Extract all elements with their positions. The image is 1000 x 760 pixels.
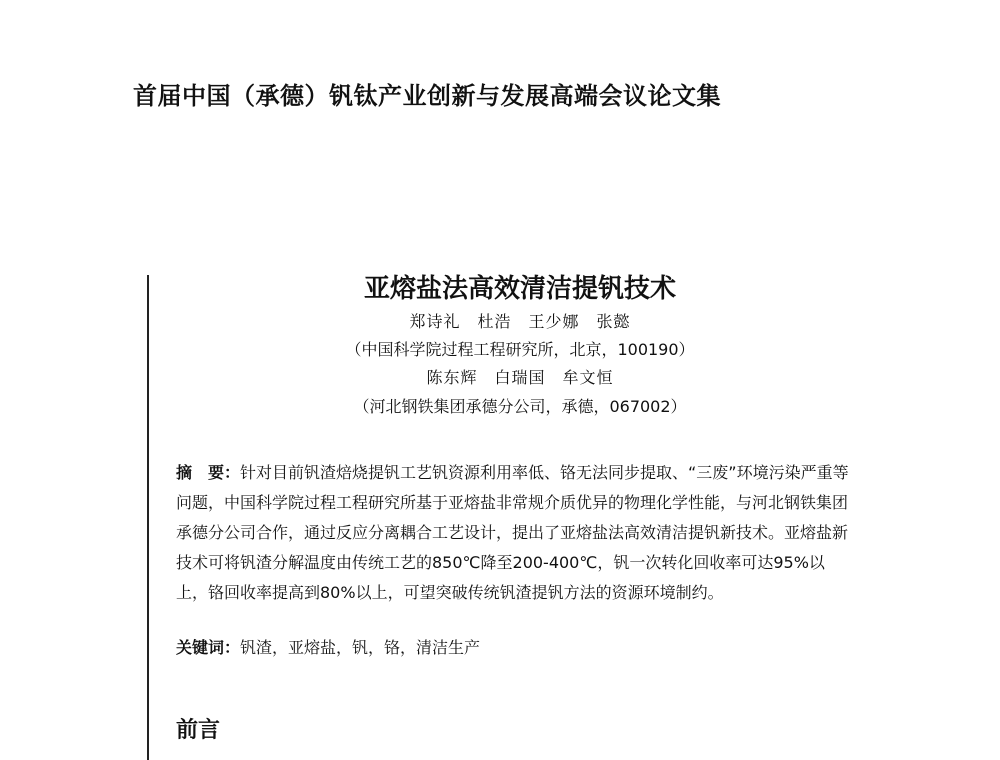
affiliation-2: （河北钢铁集团承德分公司，承德，067002） bbox=[353, 397, 687, 416]
keywords-text: 钒渣，亚熔盐，钒，铬，清洁生产 bbox=[240, 638, 481, 657]
authors-group-2: 陈东辉 白瑞国 牟文恒 bbox=[426, 368, 614, 387]
abstract-text: 针对目前钒渣焙烧提钒工艺钒资源利用率低、铬无法同步提取、“三废”环境污染严重等问题，中国科学院过程工程研究所基于亚熔盐非常规介质优异的物理化学性能，与河北钢铁集团承德分公司合作，通过反应分离耦合工艺设计，提出了亚熔盐法高效清洁提钒新技术。亚熔盐新技术可将钒渣分解温度由传统工艺的850℃降至200-400℃，钒一次转化回收率可达95%以上，铬回收率提高到80%以上，可望突破传统钒渣提钒方法的资源环境制约。 bbox=[176, 463, 849, 602]
abstract-label: 摘 要： bbox=[176, 463, 241, 482]
running-header: 首届中国（承德）钒钛产业创新与发展高端会议论文集 bbox=[133, 82, 721, 110]
paper-title: 亚熔盐法高效清洁提钒技术 bbox=[363, 274, 676, 304]
abstract bbox=[176, 458, 856, 608]
section-heading-preface: 前言 bbox=[176, 718, 221, 743]
authors-group-1: 郑诗礼 杜浩 王少娜 张懿 bbox=[409, 312, 631, 331]
keywords bbox=[176, 634, 856, 662]
affiliation-1: （中国科学院过程工程研究所，北京，100190） bbox=[345, 340, 695, 359]
keywords-label: 关键词： bbox=[176, 638, 241, 657]
